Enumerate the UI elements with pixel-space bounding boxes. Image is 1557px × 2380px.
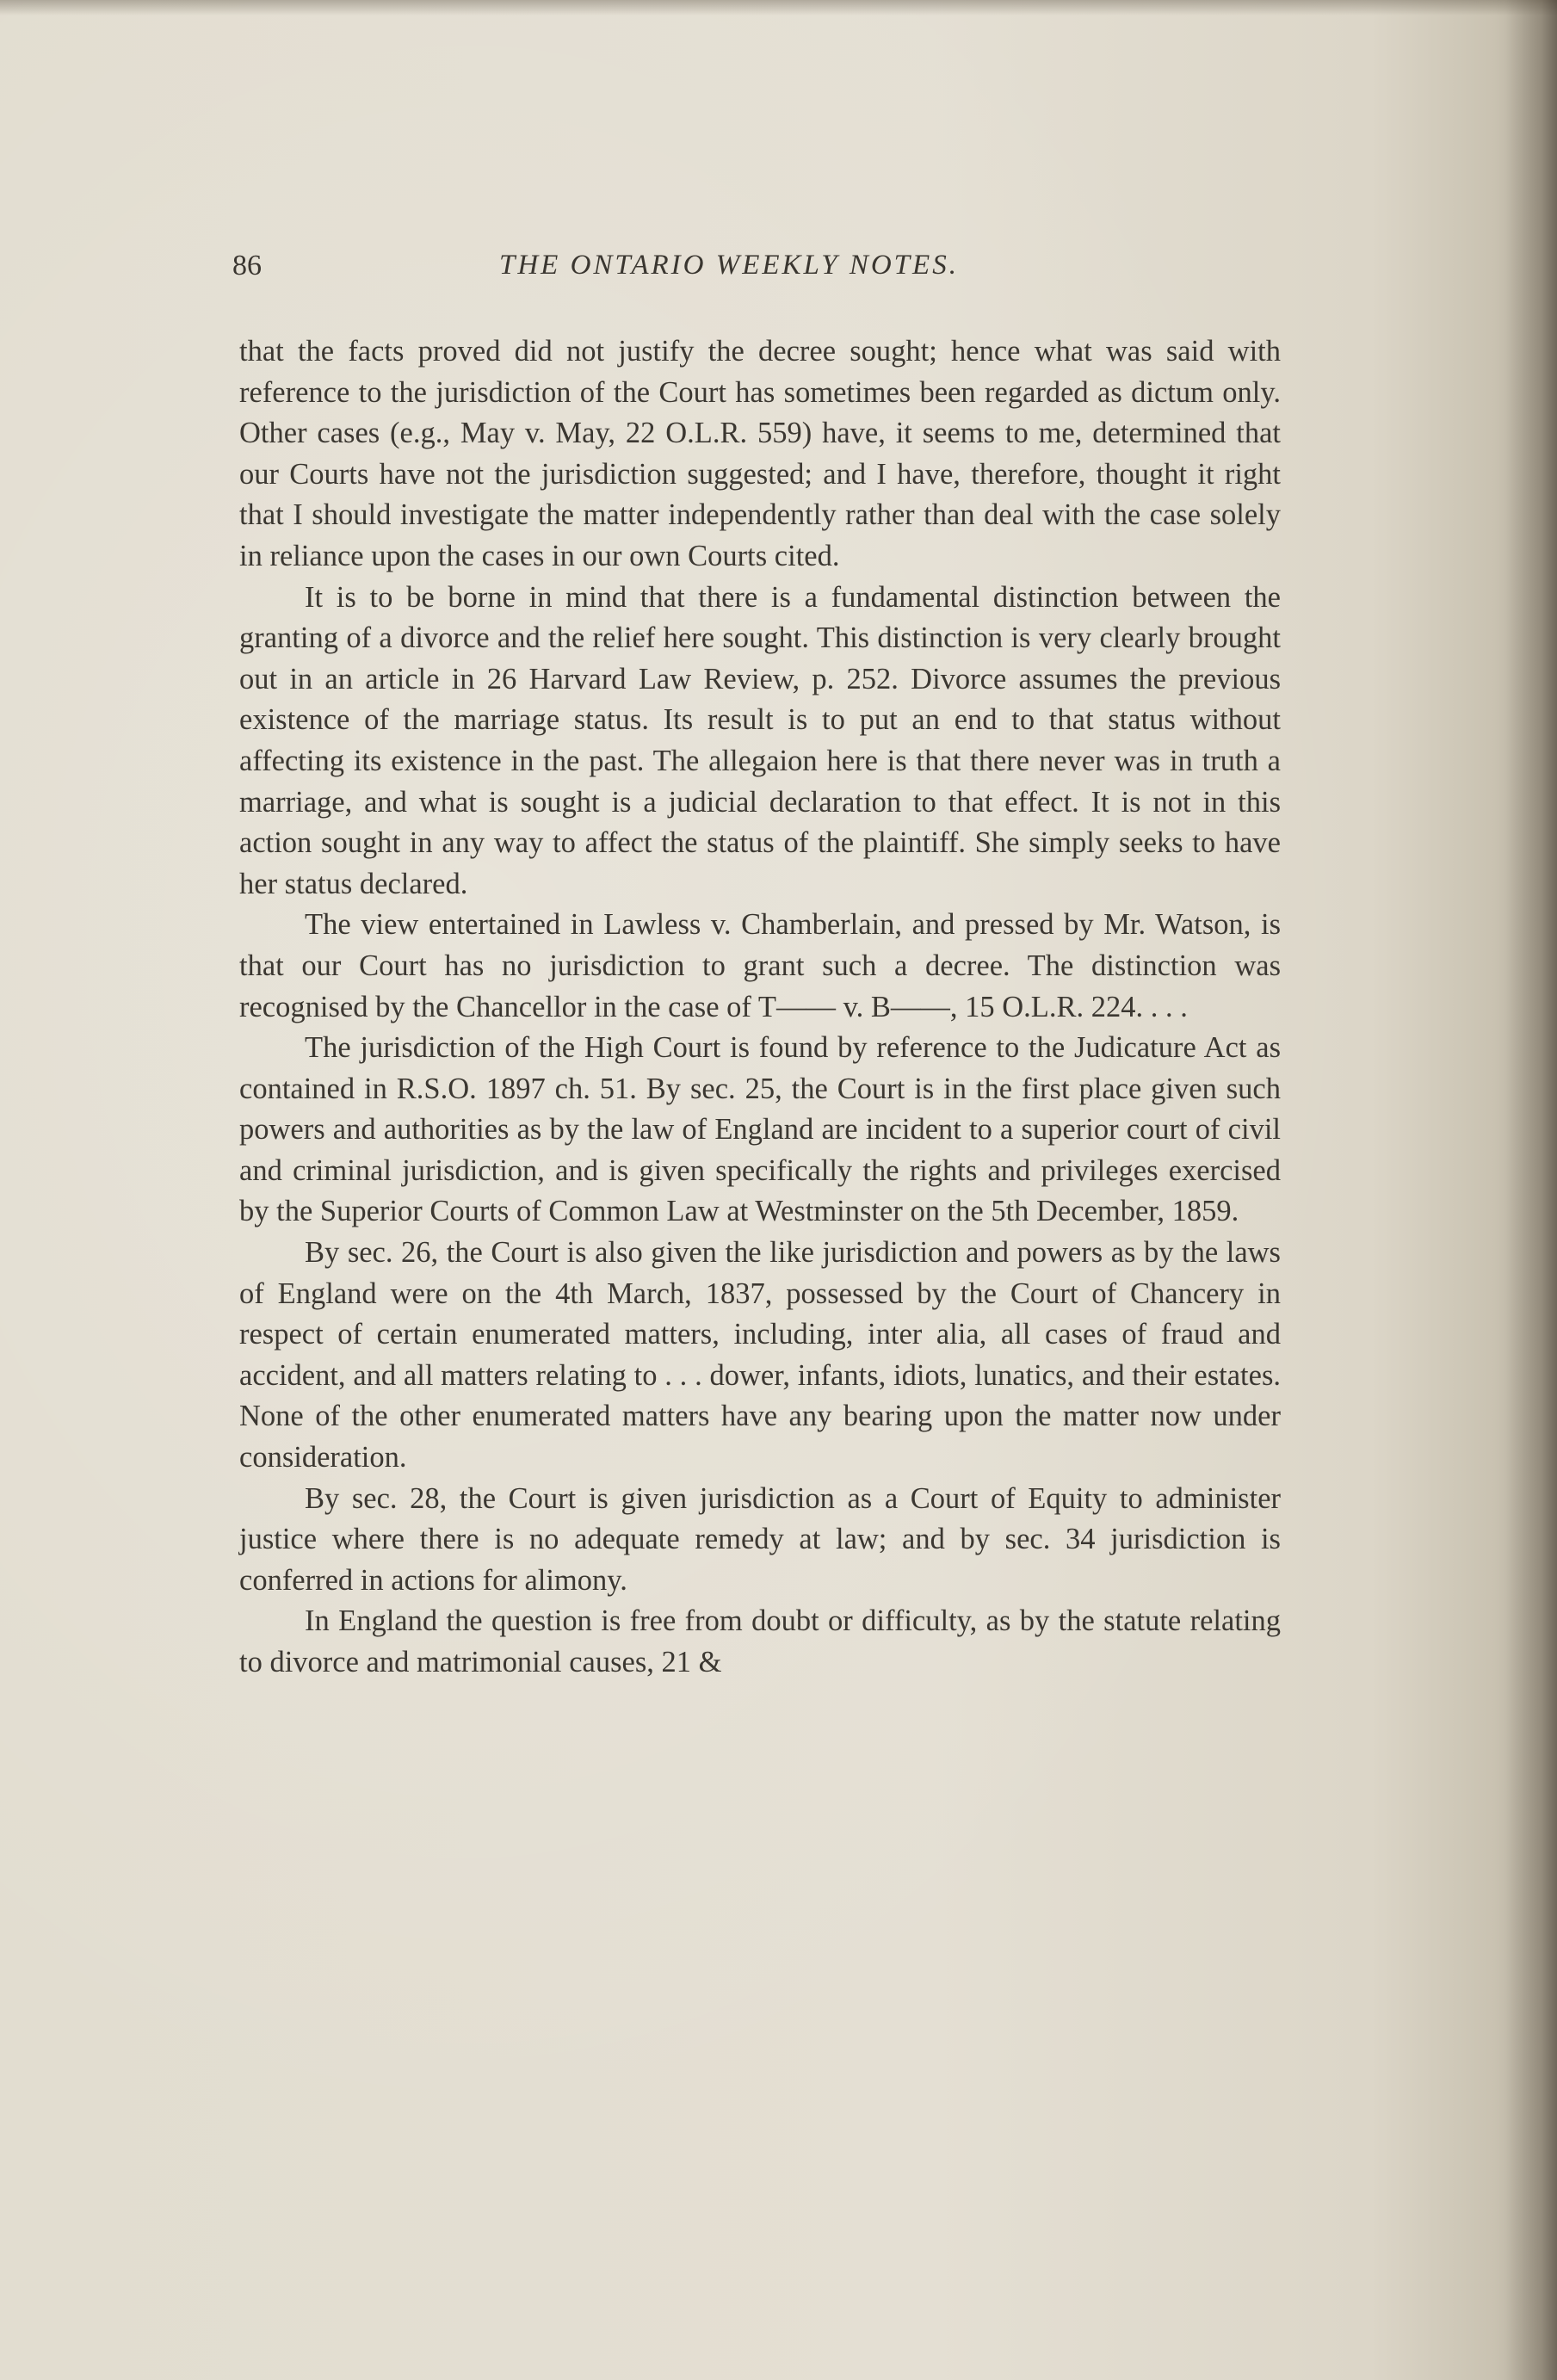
paragraph: By sec. 28, the Court is given jurisdiction as a Court of Equity to administer justice where there is no adequate remedy at law; and by sec. 34 jurisdiction is conferred in actions for alimony. — [239, 1481, 1281, 1597]
top-edge-shadow — [0, 0, 1557, 15]
body-text — [239, 331, 1281, 1684]
page-number: 86 — [232, 250, 262, 281]
paragraph: The jurisdiction of the High Court is found by reference to the Judicature Act as contained in R.S.O. 1897 ch. 51. By sec. 25, the Court is in the first place given such powers and authorities as by the law of England are incident to a superior court of civil and criminal jurisdiction, and is given specifically the rights and privileges exercised by the Superior Courts of Common Law at Westminster on the 5th December, 1859. — [239, 1031, 1281, 1228]
paragraph-continued: that the facts proved did not justify the decree sought; hence what was said with reference to the jurisdiction of the Court has sometimes been regarded as dictum only. Other cases (e.g., May v. May, 22 O.L.R. 559) have, it seems to me, determined that our Courts have not the jurisdiction suggested; and I have, therefore, thought it right that I should investigate the matter independently rather than deal with the case solely in reliance upon the cases in our own Courts cited. — [239, 335, 1281, 572]
paragraph: The view entertained in Lawless v. Chamberlain, and pressed by Mr. Watson, is that our Court has no jurisdiction to grant such a decree. The distinction was recognised by the Chancellor in the case of T—— v. B——, 15 O.L.R. 224. . . . — [239, 908, 1281, 1023]
page-header — [232, 250, 1282, 289]
paragraph: By sec. 26, the Court is also given the like jurisdiction and powers as by the laws of England were on the 4th March, 1837, possessed by the Court of Chancery in respect of certain enumerated matters, including, inter alia, all cases of fraud and accident, and all matters relating to . . . dower, infants, idiots, lunatics, and their estates. None of the other enumerated matters have any bearing upon the matter now under consideration. — [239, 1236, 1281, 1474]
binding-edge-shadow — [1505, 0, 1557, 2380]
paragraph: It is to be borne in mind that there is a fundamental distinction between the granting of a divorce and the relief here sought. This distinction is very clearly brought out in an article in 26 Harvard Law Review, p. 252. Divorce assumes the previous existence of the marriage status. Its result is to put an end to that status without affecting its existence in the past. The allegaion here is that there never was in truth a marriage, and what is sought is a judicial declaration to that effect. It is not in this action sought in any way to affect the status of the plaintiff. She simply seeks to have her status declared. — [239, 580, 1281, 900]
paragraph-continues: In England the question is free from doubt or difficulty, as by the statute relating to divorce and matrimonial causes, 21 & — [239, 1604, 1281, 1678]
running-title: THE ONTARIO WEEKLY NOTES. — [499, 250, 959, 281]
